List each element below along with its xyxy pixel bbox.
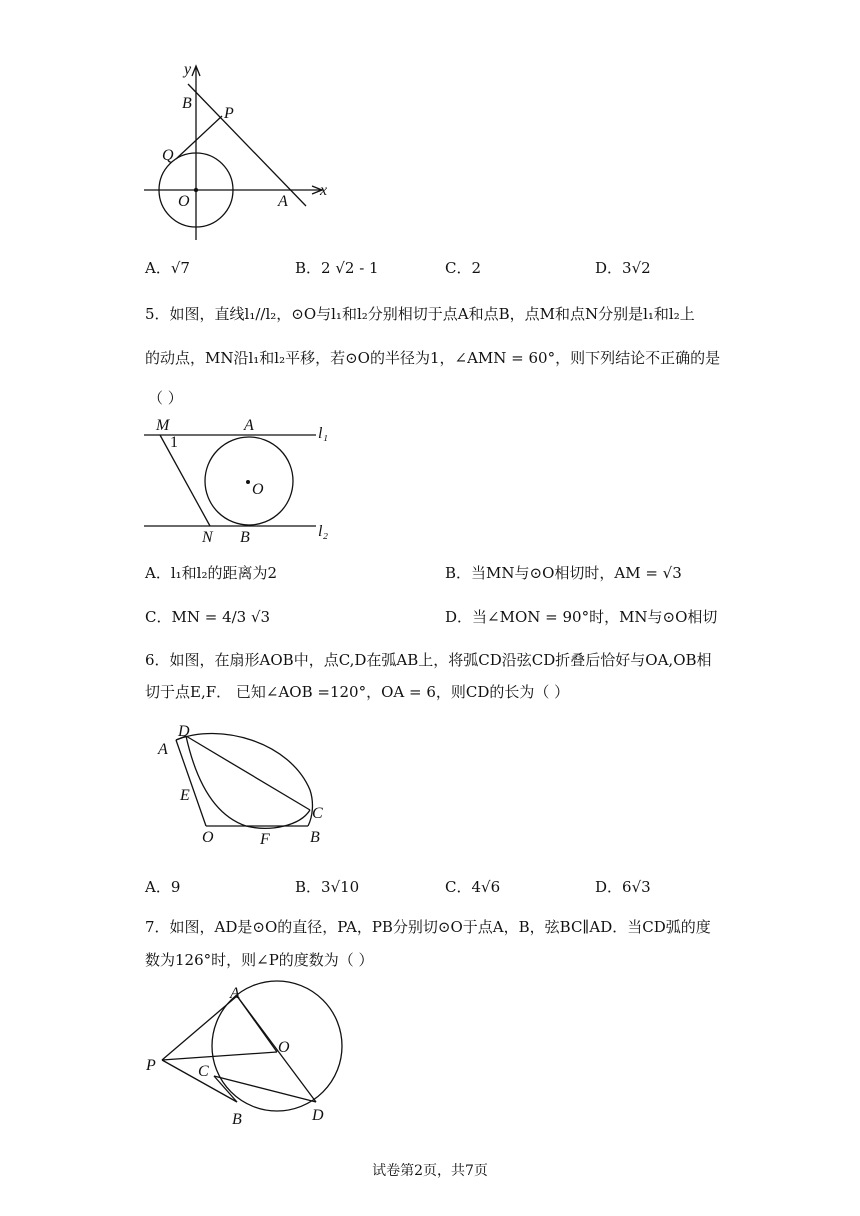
q5-option-c-letter: C．	[145, 608, 172, 626]
q6-option-a-text: 9	[170, 878, 181, 896]
q7-label-a: A	[230, 985, 240, 1002]
q7-stem-line1: 7．如图，AD是⊙O的直径，PA，PB分别切⊙O于点A，B，弦BC∥AD．当CD弧的度	[145, 918, 711, 936]
q4-label-x: x	[320, 182, 328, 199]
q6-label-f: F	[260, 831, 270, 848]
q5-option-d-letter: D．	[445, 608, 473, 626]
q6-label-o: O	[202, 829, 214, 846]
q5-option-d[interactable]	[445, 607, 717, 627]
page-footer: 试卷第2页，共7页	[372, 1163, 488, 1179]
q4-option-c-letter: C．	[445, 259, 472, 277]
q6-label-b: B	[310, 829, 320, 846]
q7-figure	[140, 980, 360, 1130]
q6-option-b-letter: B．	[295, 878, 322, 896]
q5-option-a[interactable]	[145, 563, 277, 583]
q6-option-d-text: 6√3	[622, 878, 651, 896]
q6-option-d-letter: D．	[595, 878, 623, 896]
q4-option-a-letter: A．	[145, 259, 171, 277]
q7-label-o: O	[278, 1039, 290, 1056]
q5-stem-line2: 的动点，MN沿l₁和l₂平移，若⊙O的半径为1，∠AMN = 60°，则下列结论不正确的是	[145, 349, 721, 367]
q5-option-a-letter: A．	[145, 564, 171, 582]
q7-label-c: C	[198, 1063, 209, 1080]
q4-label-o: O	[178, 193, 190, 210]
q5-option-b-letter: B．	[445, 564, 472, 582]
q4-label-q: Q	[162, 147, 174, 164]
q5-label-o: O	[252, 481, 264, 498]
q6-option-c-text: 4√6	[471, 878, 501, 896]
q4-option-d[interactable]	[595, 258, 651, 278]
q4-option-d-letter: D．	[595, 259, 623, 277]
q5-label-a: A	[244, 417, 254, 434]
q6-label-e: E	[180, 787, 190, 804]
q6-option-a[interactable]	[145, 877, 180, 897]
q4-label-a: A	[278, 193, 288, 210]
q4-label-b: B	[182, 95, 192, 112]
q6-label-a: A	[158, 741, 168, 758]
q7-label-b: B	[232, 1111, 242, 1128]
q5-figure	[140, 414, 340, 546]
q4-option-c-text: 2	[471, 259, 482, 277]
q5-stem-line1: 5．如图，直线l₁//l₂，⊙O与l₁和l₂分别相切于点A和点B，点M和点N分别是l₁和l₂上	[145, 305, 695, 323]
q5-stem-line3: （ ）	[148, 389, 183, 407]
q5-option-d-text: 当∠MON = 90°时，MN与⊙O相切	[472, 608, 718, 626]
q4-option-b[interactable]	[295, 258, 379, 278]
q4-option-d-text: 3√2	[622, 259, 651, 277]
q6-option-c[interactable]	[445, 877, 500, 897]
q5-label-l1: l₁	[318, 425, 329, 442]
q6-option-d[interactable]	[595, 877, 651, 897]
q4-label-p: P	[224, 105, 234, 122]
q4-label-y: y	[184, 61, 192, 78]
q4-option-c[interactable]	[445, 258, 481, 278]
q4-option-a-text: √7	[170, 259, 190, 277]
q5-option-c-text: MN = 4/3 √3	[171, 608, 271, 626]
q4-option-b-letter: B．	[295, 259, 322, 277]
q7-stem-line2: 数为126°时，则∠P的度数为（ ）	[145, 951, 374, 969]
q6-option-c-letter: C．	[445, 878, 472, 896]
q4-figure	[140, 58, 340, 248]
q4-option-a[interactable]	[145, 258, 190, 278]
q6-stem-line2: 切于点E,F． 已知∠AOB =120°，OA = 6，则CD的长为（ ）	[145, 683, 570, 701]
q7-label-p: P	[146, 1057, 156, 1074]
q5-label-l2: l₂	[318, 523, 329, 540]
q6-option-b-text: 3√10	[321, 878, 360, 896]
q6-label-c: C	[312, 805, 323, 822]
q7-label-d: D	[312, 1107, 324, 1124]
q5-label-n: N	[202, 529, 213, 546]
q5-option-c[interactable]	[145, 607, 270, 627]
q6-option-a-letter: A．	[145, 878, 171, 896]
q6-label-d: D	[178, 723, 190, 740]
q6-option-b[interactable]	[295, 877, 359, 897]
q5-label-m: M	[156, 417, 170, 434]
q5-label-angle1: 1	[170, 434, 178, 451]
q5-option-a-text: l₁和l₂的距离为2	[170, 564, 278, 582]
q6-stem-line1: 6．如图，在扇形AOB中，点C,D在弧AB上，将弧CD沿弦CD折叠后恰好与OA,OB相	[145, 651, 712, 669]
q5-option-b[interactable]	[445, 563, 682, 583]
q4-option-b-text: 2 √2 - 1	[321, 259, 379, 277]
q5-option-b-text: 当MN与⊙O相切时，AM = √3	[471, 564, 682, 582]
q5-label-b: B	[240, 529, 250, 546]
q6-figure	[150, 722, 340, 848]
